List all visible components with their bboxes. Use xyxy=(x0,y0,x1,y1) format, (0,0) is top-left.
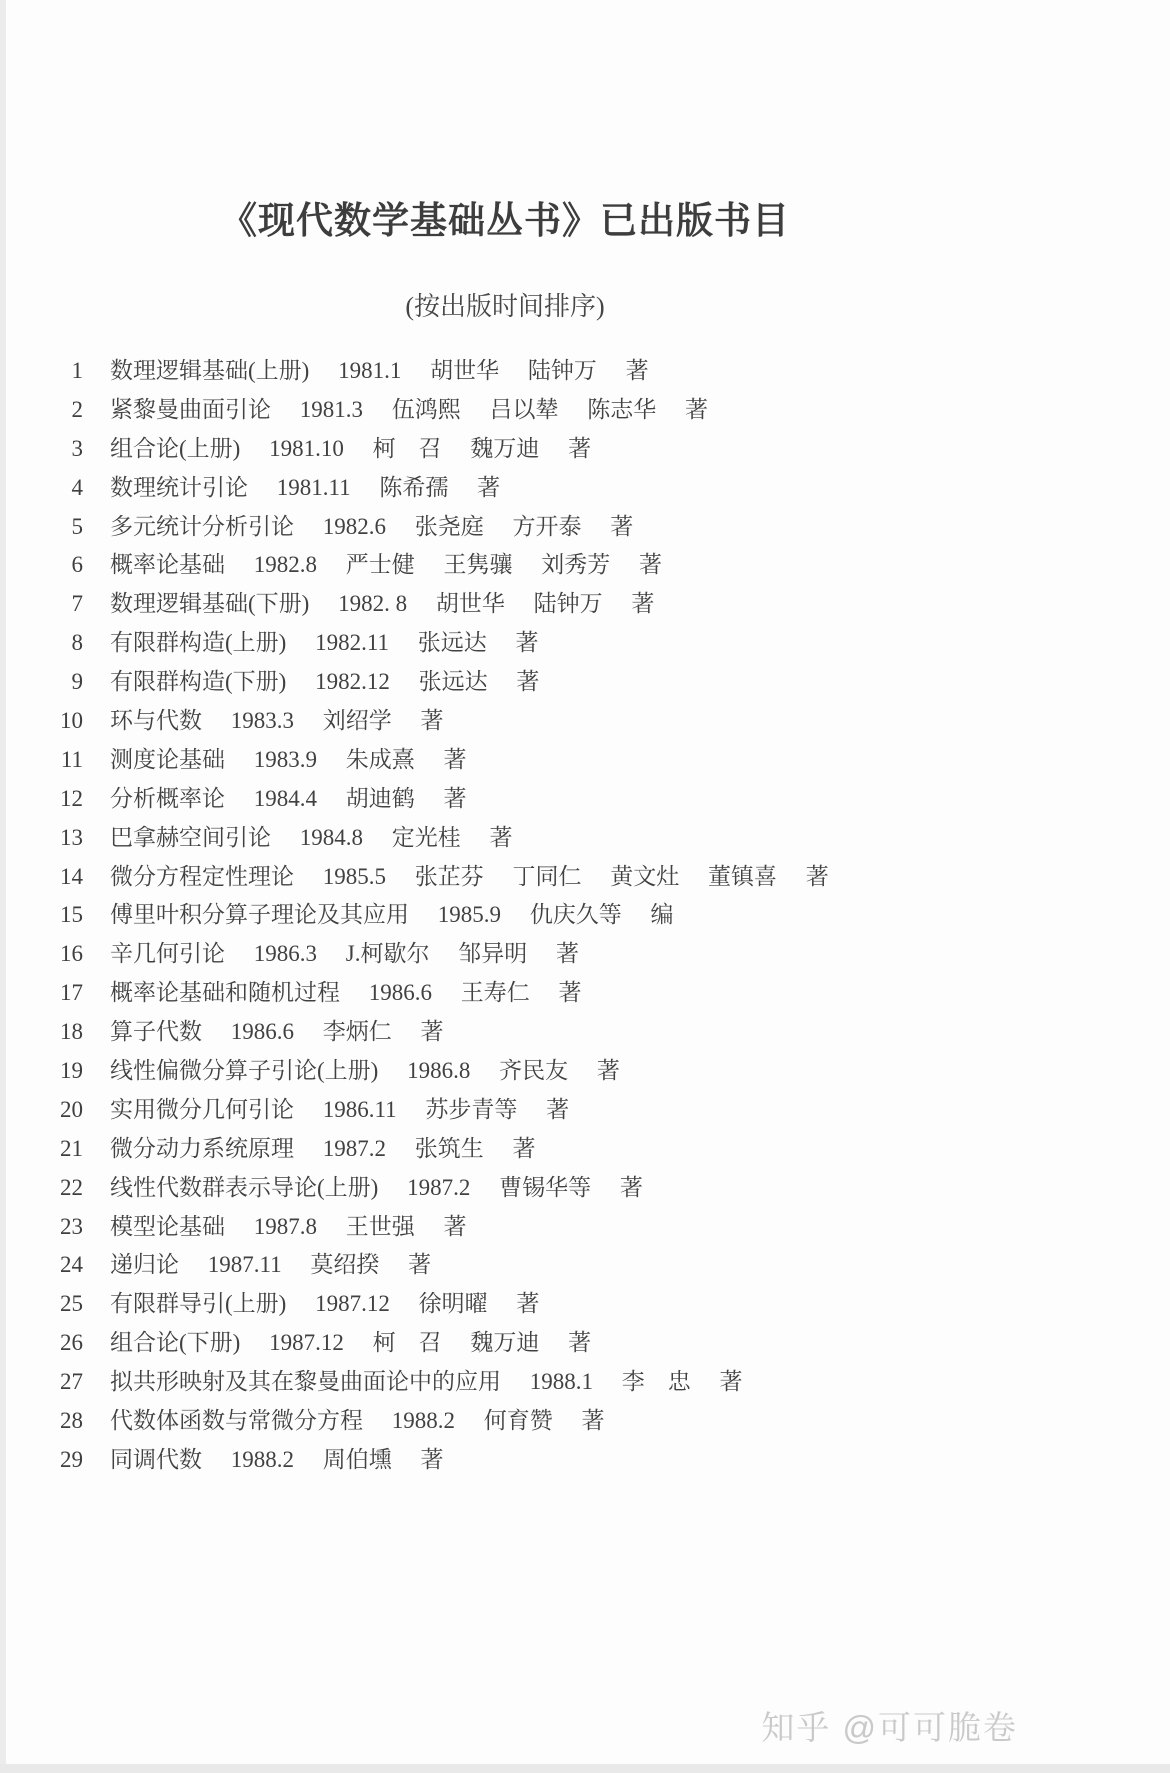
item-number: 1 xyxy=(71,358,83,383)
list-item xyxy=(40,780,970,819)
item-content xyxy=(110,1246,431,1279)
publish-date: 1987.2 xyxy=(322,1135,386,1161)
author-name: 伍鸿熙 xyxy=(391,396,461,422)
item-number: 11 xyxy=(60,746,83,772)
book-title: 微分方程定性理论 xyxy=(110,863,294,889)
publish-date: 1987.12 xyxy=(269,1330,344,1356)
author-name: J.柯歇尔 xyxy=(345,941,430,967)
item-number: 12 xyxy=(60,785,83,811)
author-role: 著 xyxy=(443,746,467,772)
author-name: 邹异明 xyxy=(458,941,528,967)
publish-date: 1984.8 xyxy=(299,824,363,850)
author-name: 王隽骧 xyxy=(443,552,513,578)
book-title: 模型论基础 xyxy=(110,1213,225,1239)
publish-date: 1983.9 xyxy=(253,746,317,772)
publish-date: 1982. 8 xyxy=(338,591,408,617)
publish-date: 1985.5 xyxy=(322,863,386,889)
item-content xyxy=(110,585,654,618)
author-name: 苏步青等 xyxy=(425,1096,518,1122)
author-name: 董镇喜 xyxy=(708,863,777,889)
author-name: 胡世华 xyxy=(435,591,505,617)
author-name: 莫绍揆 xyxy=(310,1252,380,1278)
list-item xyxy=(40,663,970,702)
book-title: 代数体函数与常微分方程 xyxy=(110,1408,363,1434)
book-title: 拟共形映射及其在黎曼曲面论中的应用 xyxy=(110,1369,501,1395)
publish-date: 1981.10 xyxy=(269,435,344,461)
publish-date: 1986.6 xyxy=(230,1019,294,1045)
publish-date: 1988.2 xyxy=(230,1446,294,1472)
author-name: 魏万迪 xyxy=(470,1330,540,1356)
author-role: 著 xyxy=(805,863,829,889)
author-name: 朱成熹 xyxy=(345,746,415,772)
item-number: 9 xyxy=(71,669,83,695)
list-item xyxy=(40,1208,970,1247)
item-content xyxy=(110,974,582,1007)
book-title: 巴拿赫空间引论 xyxy=(110,824,271,850)
author-name: 仇庆久等 xyxy=(529,902,622,928)
item-number: 6 xyxy=(71,552,83,578)
author-role: 著 xyxy=(443,1213,467,1239)
list-item xyxy=(40,508,970,547)
item-content xyxy=(110,1208,467,1241)
item-content xyxy=(110,1402,605,1435)
item-content xyxy=(110,896,674,929)
list-item xyxy=(40,469,970,508)
author-name: 张远达 xyxy=(418,669,488,695)
author-name: 张筑生 xyxy=(414,1135,484,1161)
item-content xyxy=(110,469,500,502)
item-number: 27 xyxy=(60,1369,83,1395)
author-name: 胡世华 xyxy=(430,358,500,383)
list-item xyxy=(40,391,970,430)
book-title: 有限群构造(上册) xyxy=(110,630,287,656)
item-number: 5 xyxy=(71,513,83,539)
list-item xyxy=(40,1402,970,1441)
author-role: 著 xyxy=(515,630,539,656)
publish-date: 1988.2 xyxy=(391,1408,455,1434)
author-name: 胡迪鹤 xyxy=(345,785,415,811)
watermark: 知乎 @可可脆卷 xyxy=(761,1709,1018,1746)
publish-date: 1982.8 xyxy=(253,552,317,578)
author-name: 徐明曜 xyxy=(418,1291,488,1317)
author-role: 著 xyxy=(408,1252,432,1278)
item-content xyxy=(110,1130,536,1163)
author-name: 曹锡华等 xyxy=(499,1174,592,1200)
item-content xyxy=(110,741,467,774)
item-number: 17 xyxy=(60,980,83,1006)
author-name: 方开泰 xyxy=(512,513,582,539)
author-role: 著 xyxy=(477,474,501,500)
author-name: 陈志华 xyxy=(587,396,657,422)
author-name: 柯 召 xyxy=(372,435,442,461)
author-role: 著 xyxy=(489,824,513,850)
author-name: 陆钟万 xyxy=(527,358,597,383)
book-title: 数理统计引论 xyxy=(110,474,248,500)
publish-date: 1982.6 xyxy=(322,513,386,539)
publish-date: 1987.2 xyxy=(407,1174,471,1200)
scan-edge-bottom xyxy=(0,1764,1170,1773)
publish-date: 1981.3 xyxy=(299,396,363,422)
author-name: 陈希孺 xyxy=(379,474,449,500)
author-role: 编 xyxy=(650,902,674,928)
list-item xyxy=(40,1130,970,1169)
author-role: 著 xyxy=(596,1058,620,1084)
publish-date: 1986.8 xyxy=(407,1058,471,1084)
page-title: 《现代数学基础丛书》已出版书目 xyxy=(220,201,790,242)
author-role: 著 xyxy=(719,1369,743,1395)
list-item xyxy=(40,352,970,391)
author-role: 著 xyxy=(512,1135,536,1161)
item-number: 4 xyxy=(71,474,83,500)
list-item xyxy=(40,1324,970,1363)
author-role: 著 xyxy=(610,513,634,539)
author-role: 著 xyxy=(420,708,444,734)
item-number: 7 xyxy=(71,591,83,617)
publish-date: 1987.8 xyxy=(253,1213,317,1239)
item-number: 13 xyxy=(60,824,83,850)
publish-date: 1988.1 xyxy=(529,1369,593,1395)
author-name: 定光桂 xyxy=(391,824,461,850)
author-name: 丁同仁 xyxy=(512,863,582,889)
list-item xyxy=(40,1052,970,1091)
list-item xyxy=(40,624,970,663)
author-role: 著 xyxy=(685,396,708,422)
author-name: 王世强 xyxy=(345,1213,415,1239)
item-content xyxy=(110,819,513,852)
author-name: 齐民友 xyxy=(499,1058,569,1084)
scan-edge-left xyxy=(0,0,6,1773)
publish-date: 1983.3 xyxy=(230,708,294,734)
publish-date: 1982.12 xyxy=(315,669,390,695)
item-number: 18 xyxy=(60,1019,83,1045)
item-number: 14 xyxy=(60,863,83,889)
book-title: 傅里叶积分算子理论及其应用 xyxy=(110,902,409,928)
book-title: 紧黎曼曲面引论 xyxy=(110,396,271,422)
book-title: 分析概率论 xyxy=(110,785,225,811)
item-content xyxy=(110,1169,643,1202)
author-role: 著 xyxy=(558,980,582,1006)
item-number: 21 xyxy=(60,1135,83,1161)
author-name: 何育赞 xyxy=(483,1408,553,1434)
author-name: 刘秀芳 xyxy=(541,552,611,578)
publish-date: 1981.11 xyxy=(276,474,351,500)
book-title: 算子代数 xyxy=(110,1019,202,1045)
item-number: 15 xyxy=(60,902,83,928)
item-number: 23 xyxy=(60,1213,83,1239)
item-content xyxy=(110,546,662,579)
book-title: 有限群导引(上册) xyxy=(110,1291,287,1317)
publish-date: 1986.6 xyxy=(368,980,432,1006)
book-title: 递归论 xyxy=(110,1252,179,1278)
book-title: 组合论(下册) xyxy=(110,1330,241,1356)
item-content xyxy=(110,508,633,541)
list-item xyxy=(40,858,970,897)
author-name: 魏万迪 xyxy=(470,435,540,461)
list-item xyxy=(40,974,970,1013)
author-name: 陆钟万 xyxy=(533,591,603,617)
list-item xyxy=(40,896,970,935)
book-title: 辛几何引论 xyxy=(110,941,225,967)
item-content xyxy=(110,1013,444,1046)
book-title: 组合论(上册) xyxy=(110,435,241,461)
book-title: 线性偏微分算子引论(上册) xyxy=(110,1058,379,1084)
item-content xyxy=(110,780,467,813)
list-item xyxy=(40,585,970,624)
document-content xyxy=(40,0,970,1472)
author-name: 王寿仁 xyxy=(460,980,530,1006)
author-role: 著 xyxy=(420,1019,444,1045)
list-item xyxy=(40,1013,970,1052)
author-role: 著 xyxy=(420,1446,444,1472)
publish-date: 1987.11 xyxy=(207,1252,282,1278)
author-name: 张远达 xyxy=(417,630,487,656)
list-item xyxy=(40,430,970,469)
book-title: 实用微分几何引论 xyxy=(110,1096,294,1122)
book-title: 微分动力系统原理 xyxy=(110,1135,294,1161)
list-item xyxy=(40,1169,970,1208)
book-title: 数理逻辑基础(上册) xyxy=(110,358,310,383)
publish-date: 1986.3 xyxy=(253,941,317,967)
publish-date: 1981.1 xyxy=(338,358,402,383)
item-number: 3 xyxy=(71,435,83,461)
list-item xyxy=(40,1285,970,1324)
list-item xyxy=(40,546,970,585)
item-content xyxy=(110,858,829,891)
item-content xyxy=(110,1052,620,1085)
publish-date: 1982.11 xyxy=(315,630,389,656)
item-content xyxy=(110,702,444,735)
author-name: 李炳仁 xyxy=(322,1019,392,1045)
list-item xyxy=(40,1091,970,1130)
item-number: 22 xyxy=(60,1174,83,1200)
author-role: 著 xyxy=(625,358,649,383)
item-content xyxy=(110,1363,743,1396)
book-title: 多元统计分析引论 xyxy=(110,513,294,539)
book-list xyxy=(40,352,970,1480)
author-role: 著 xyxy=(619,1174,643,1200)
author-name: 吕以辇 xyxy=(489,396,559,422)
list-item xyxy=(40,935,970,974)
author-name: 严士健 xyxy=(345,552,415,578)
publish-date: 1984.4 xyxy=(253,785,317,811)
item-number: 10 xyxy=(60,708,83,734)
book-title: 线性代数群表示导论(上册) xyxy=(110,1174,379,1200)
author-role: 著 xyxy=(546,1096,570,1122)
item-content xyxy=(110,624,538,657)
item-number: 16 xyxy=(60,941,83,967)
list-item xyxy=(40,1246,970,1285)
item-content xyxy=(110,391,708,424)
item-content xyxy=(110,663,539,696)
list-item xyxy=(40,1363,970,1402)
author-role: 著 xyxy=(555,941,579,967)
author-role: 著 xyxy=(639,552,662,578)
book-title: 数理逻辑基础(下册) xyxy=(110,591,310,617)
list-item xyxy=(40,741,970,780)
book-title: 概率论基础和随机过程 xyxy=(110,980,340,1006)
book-title: 同调代数 xyxy=(110,1446,202,1472)
item-number: 25 xyxy=(60,1291,83,1317)
item-number: 24 xyxy=(60,1252,83,1278)
author-role: 著 xyxy=(516,669,540,695)
item-content xyxy=(110,1441,444,1474)
book-title: 环与代数 xyxy=(110,708,202,734)
author-role: 著 xyxy=(631,591,655,617)
author-name: 黄文灶 xyxy=(610,863,680,889)
author-role: 著 xyxy=(516,1291,540,1317)
list-item xyxy=(40,1441,970,1480)
publish-date: 1987.12 xyxy=(315,1291,390,1317)
author-role: 著 xyxy=(568,435,592,461)
book-title: 有限群构造(下册) xyxy=(110,669,287,695)
author-name: 柯 召 xyxy=(372,1330,442,1356)
author-name: 刘绍学 xyxy=(322,708,392,734)
list-item xyxy=(40,702,970,741)
book-title: 概率论基础 xyxy=(110,552,225,578)
item-content xyxy=(110,935,579,968)
item-number: 2 xyxy=(71,396,83,422)
item-number: 29 xyxy=(60,1446,83,1472)
book-title: 测度论基础 xyxy=(110,746,225,772)
author-role: 著 xyxy=(568,1330,592,1356)
item-content xyxy=(110,1324,591,1357)
item-content xyxy=(110,1285,539,1318)
author-role: 著 xyxy=(443,785,467,811)
item-content xyxy=(110,352,649,385)
author-name: 张尧庭 xyxy=(414,513,484,539)
item-number: 19 xyxy=(60,1058,83,1084)
item-number: 8 xyxy=(71,630,83,656)
author-role: 著 xyxy=(581,1408,605,1434)
item-number: 20 xyxy=(60,1096,83,1122)
publish-date: 1986.11 xyxy=(322,1096,397,1122)
item-number: 28 xyxy=(60,1408,83,1434)
author-name: 张芷芬 xyxy=(414,863,484,889)
author-name: 周伯壎 xyxy=(322,1446,392,1472)
page-subtitle: (按出版时间排序) xyxy=(405,292,605,321)
list-item xyxy=(40,819,970,858)
publish-date: 1985.9 xyxy=(437,902,501,928)
item-number: 26 xyxy=(60,1330,83,1356)
item-content xyxy=(110,1091,569,1124)
item-content xyxy=(110,430,591,463)
author-name: 李 忠 xyxy=(621,1369,691,1395)
